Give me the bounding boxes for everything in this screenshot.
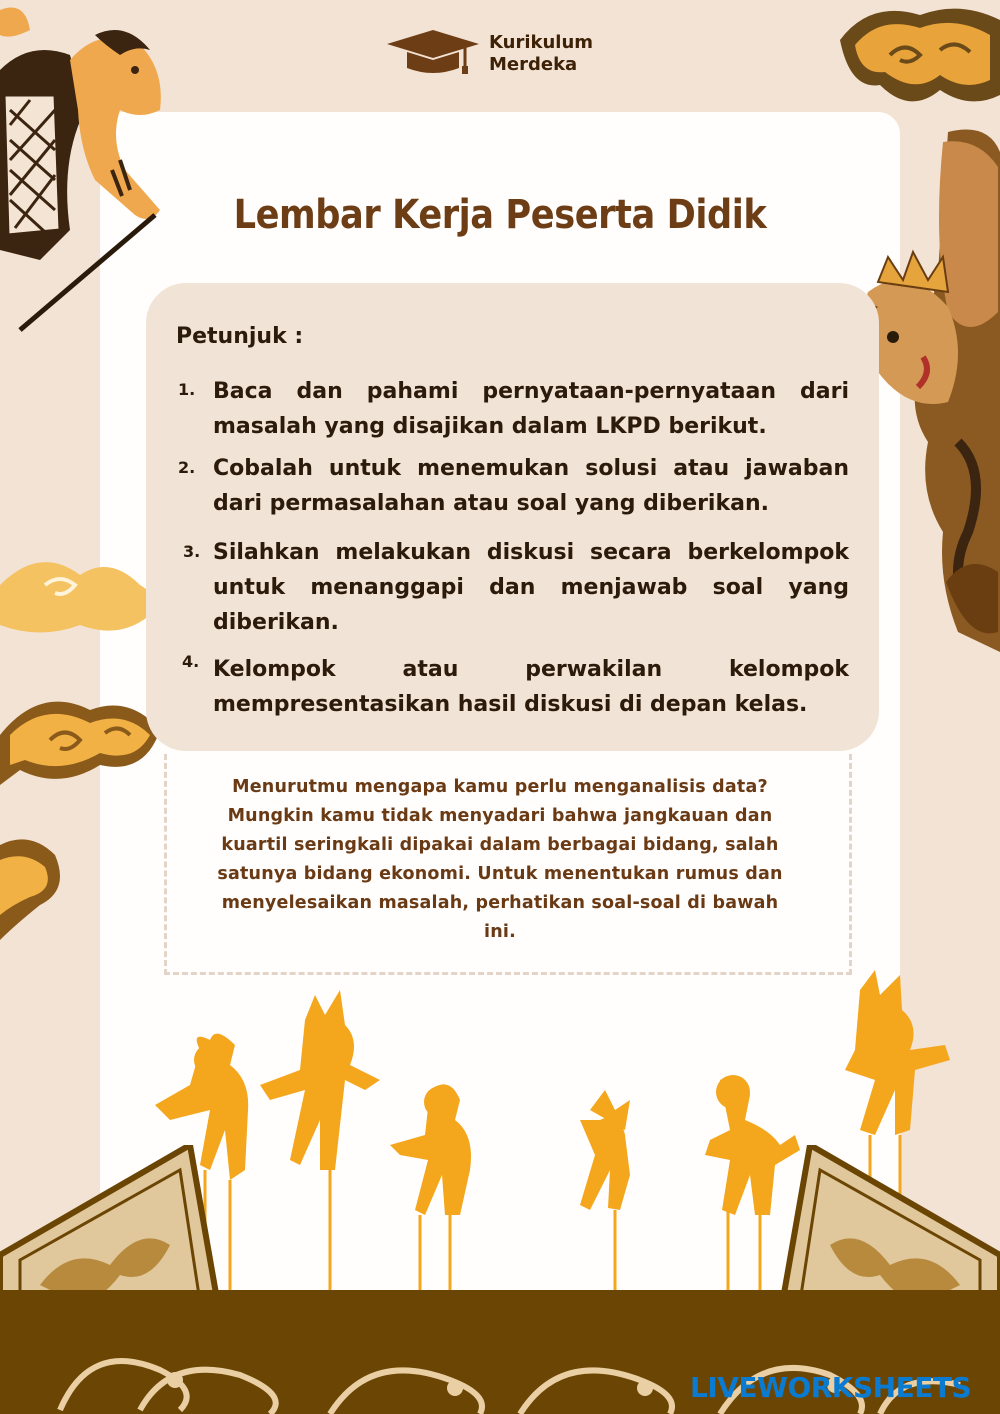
instruction-step: Kelompok atau perwakilan kelompok mempresentasikan hasil diskusi di depan kelas.: [213, 657, 849, 717]
step-number: 4.: [182, 652, 200, 671]
instruction-step: Baca dan pahami pernyataan-pernyataan dari masalah yang disajikan dalam LKPD berikut.: [213, 379, 849, 439]
instruction-step: Cobalah untuk menemukan solusi atau jawaban dari permasalahan atau soal yang diberikan.: [213, 456, 849, 516]
watermark-logo: LIVEWORKSHEETS: [690, 1371, 972, 1404]
wayang-figure-icon: [0, 0, 180, 340]
step-number: 2.: [178, 458, 196, 477]
brand-line-2: Merdeka: [489, 54, 578, 75]
step-number: 1.: [178, 380, 196, 399]
brand-line-1: Kurikulum: [489, 32, 594, 53]
brand-label: [489, 32, 649, 76]
graduation-cap-icon: [385, 28, 480, 78]
instructions-heading: Petunjuk :: [176, 324, 304, 349]
page-title: Lembar Kerja Peserta Didik: [233, 192, 767, 238]
instruction-step: Silahkan melakukan diskusi secara berkelompok untuk menanggapi dan menjawab soal yang diberikan.: [213, 540, 849, 635]
note-text: Menurutmu mengapa kamu perlu menganalisis data? Mungkin kamu tidak menyadari bahwa jangkauan dan kuartil seringkali dipakai dalam berbagai bidang, salah satunya bidang ekonomi. Untuk menentukan rumus dan menyelesaikan masalah, perhatikan soal-soal di bawah ini.: [217, 777, 783, 942]
mega-mendung-cloud-icon: [0, 545, 165, 945]
mega-mendung-cloud-icon: [830, 0, 1000, 120]
step-number: 3.: [183, 542, 201, 561]
